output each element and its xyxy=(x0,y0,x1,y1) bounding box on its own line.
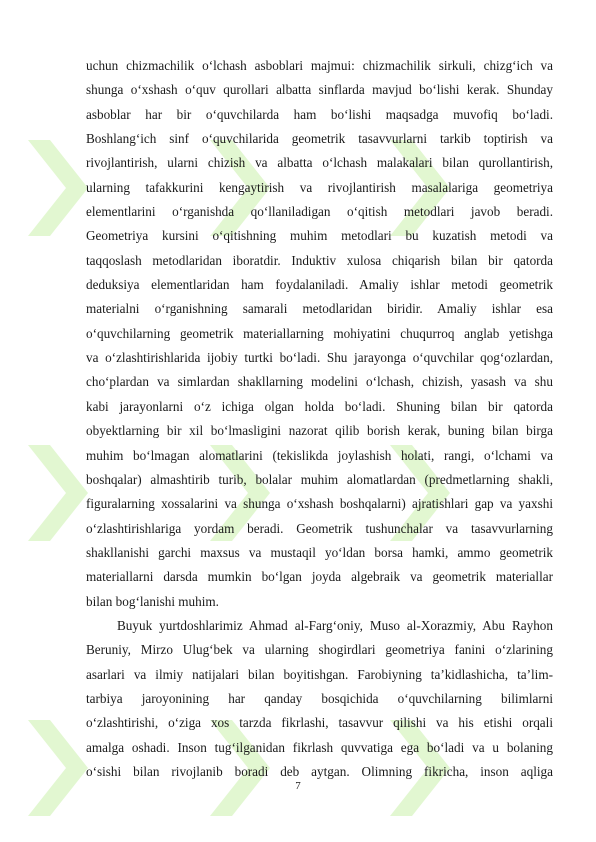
text-line: ularning tafakkurini kengaytirish va rivojlantirish masalalariga geometriya xyxy=(86,179,553,195)
text-line: boshqalar) almashtirib turib, bolalar muhim alomatlardan (predmetlarning shakli, xyxy=(86,471,553,487)
text-line: tarbiya jaroyonining har qanday bosqichida oʻquvchilarning bilimlarni xyxy=(86,690,553,706)
watermark-arrow xyxy=(28,445,88,541)
text-line: deduksiya elementlaridan ham foydalaniladi. Amaliy ishlar metodi geometrik xyxy=(86,277,553,293)
paragraph-1 xyxy=(86,54,553,614)
text-line: asboblar har bir oʻquvchilarda ham boʻlishi maqsadga muvofiq boʻladi. xyxy=(86,106,553,122)
text-line: rivojlantirish, ularni chizish va albatta oʻlchash malakalari bilan qurollantirish, xyxy=(86,155,553,171)
text-line: materialni oʻrganishning samarali metodlaridan biridir. Amaliy ishlar esa xyxy=(86,301,553,317)
text-line: obyektlarning bir xil boʻlmasligini nazorat qilib borish kerak, buning bilan birga xyxy=(86,423,553,439)
text-line: shakllanishi garchi maxsus va mustaqil yoʻldan borsa hamki, ammo geometrik xyxy=(86,544,553,560)
text-line: oʻquvchilarning geometrik materiallarning mohiyatini chuqurroq anglab yetishga xyxy=(86,325,553,341)
watermark-arrow xyxy=(28,720,88,816)
text-line: Buyuk yurtdoshlarimiz Ahmad al-Fargʻoniy, Muso al-Xorazmiy, Abu Rayhon xyxy=(117,617,553,633)
text-line: bilan bogʻlanishi muhim. xyxy=(86,593,219,609)
text-line: uchun chizmachilik oʻlchash asboblari majmui: chizmachilik sirkuli, chizgʻich va xyxy=(86,58,553,73)
text-line: oʻzlashtirishlariga yordam beradi. Geometrik tushunchalar va tasavvurlarning xyxy=(86,520,553,536)
text-line: kabi jarayonlarni oʻz ichiga olgan holda boʻladi. Shuning bilan bir qatorda xyxy=(86,398,553,414)
text-line: materiallarni darsda mumkin boʻlgan joyda algebraik va geometrik materiallar xyxy=(86,569,553,585)
body-text xyxy=(86,54,553,784)
page-number: 7 xyxy=(295,780,301,792)
text-line: va oʻzlashtirishlarida ijobiy turtki boʻladi. Shu jarayonga oʻquvchilar qogʻozlardan, xyxy=(86,350,553,366)
text-line: asarlari va ilmiy natijalari bilan boyitishgan. Farobiyning taʼkidlashicha, taʼlim- xyxy=(86,666,553,682)
text-line: Geometriya kursini oʻqitishning muhim metodlari bu kuzatish metodi va xyxy=(86,228,553,244)
text-line: Beruniy, Mirzo Ulugʻbek va ularning shogirdlari geometriya fanini oʻzlarining xyxy=(86,642,553,658)
text-line: amalga oshadi. Inson tugʻilganidan fikrlash quvvatiga ega boʻladi va u bolaning xyxy=(86,739,553,755)
paragraph-2 xyxy=(86,614,553,784)
text-line: oʻsishi bilan rivojlanib boradi deb aytgan. Olimning fikricha, inson aqliga xyxy=(86,763,553,779)
text-line: taqqoslash metodlaridan iboratdir. Induktiv xulosa chiqarish bilan bir qatorda xyxy=(86,252,553,268)
text-line: shunga oʻxshash oʻquv qurollari albatta sinflarda mavjud boʻlishi kerak. Shunday xyxy=(86,82,553,98)
text-line: muhim boʻlmagan alomatlarini (tekislikda joylashish holati, rangi, oʻlchami va xyxy=(86,447,553,463)
text-line: Boshlangʻich sinf oʻquvchilarida geometrik tasavvurlarni tarkib toptirish va xyxy=(86,131,553,147)
watermark-arrow xyxy=(28,140,88,236)
text-line: oʻzlashtirishi, oʻziga xos tarzda fikrlashi, tasavvur qilishi va his etishi orqali xyxy=(86,715,553,731)
text-line: elementlarini oʻrganishda qoʻllaniladigan oʻqitish metodlari javob beradi. xyxy=(86,204,553,220)
text-line: figuralarning xossalarini va shunga oʻxshash boshqalarni) ajratishlari gap va yaxshi xyxy=(86,496,553,512)
text-line: choʻplardan va simlardan shakllarning modelini oʻlchash, chizish, yasash va shu xyxy=(86,374,553,390)
